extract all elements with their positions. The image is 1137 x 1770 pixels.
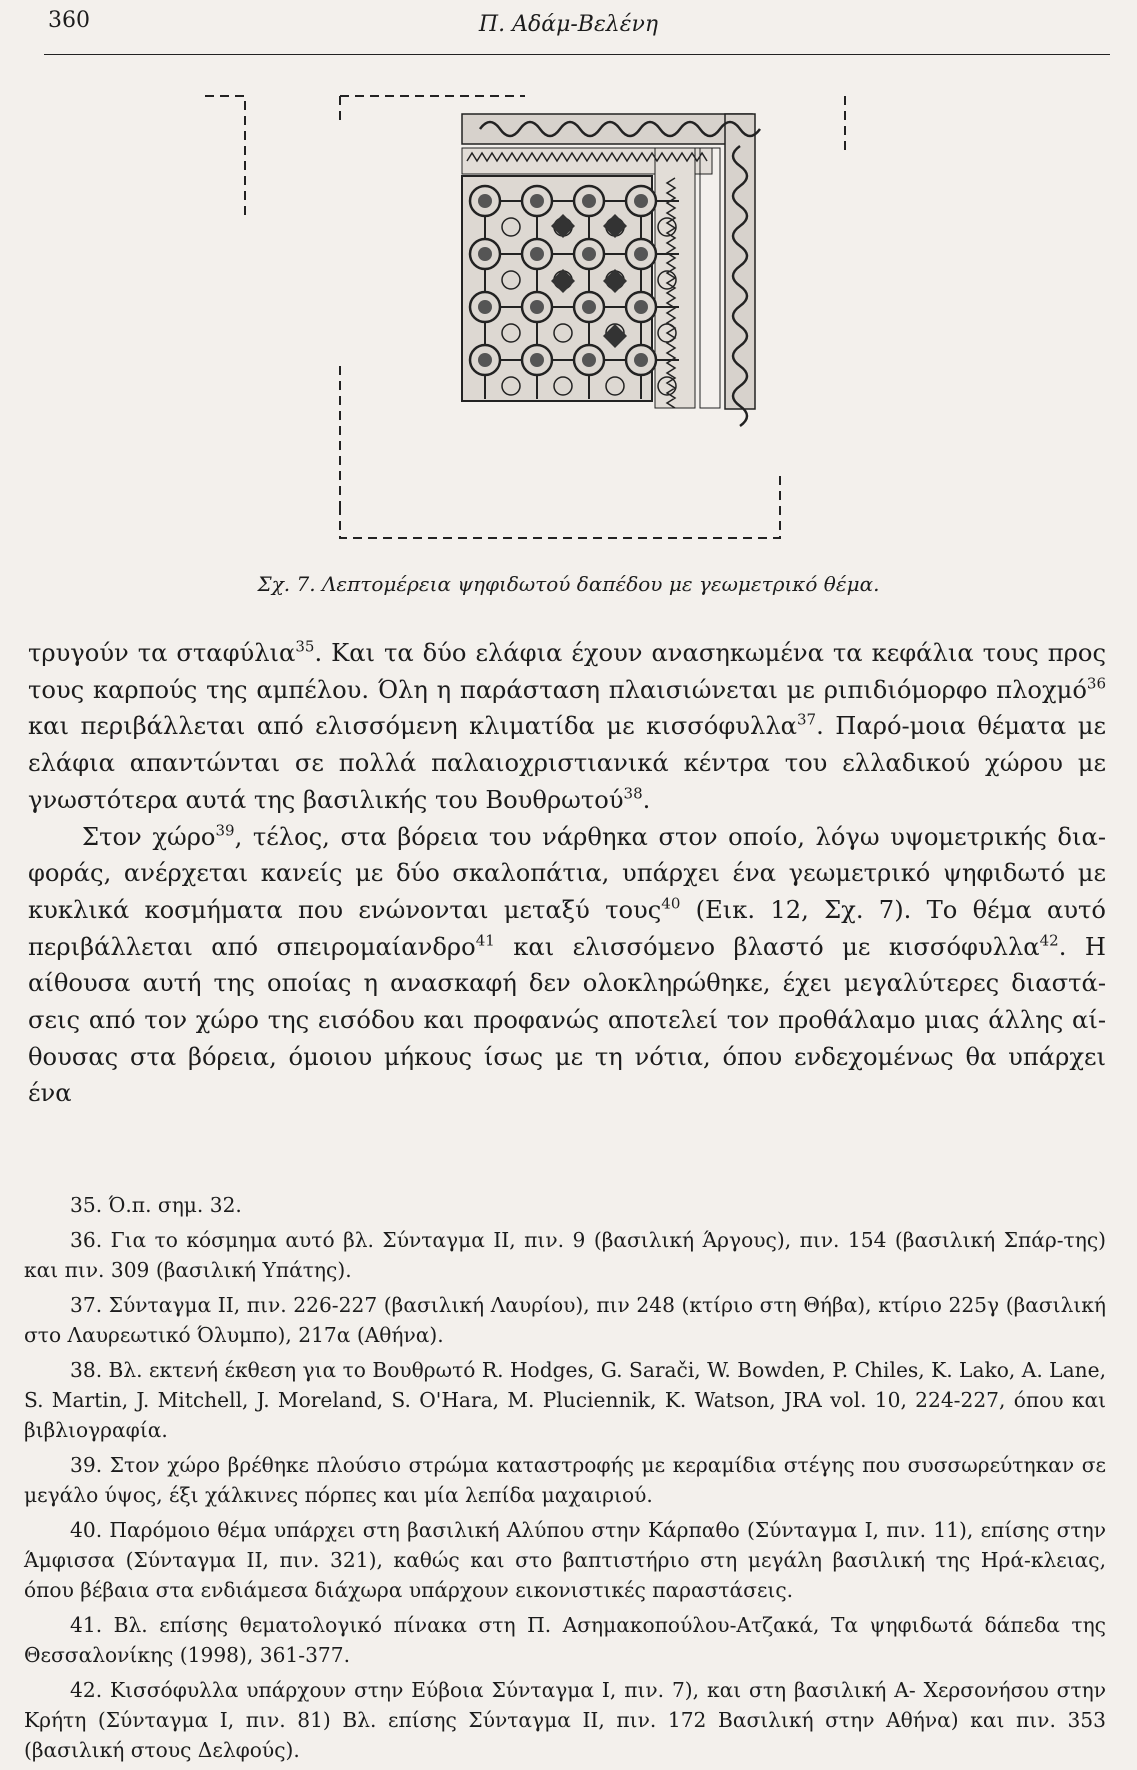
footnote-ref: 36 — [1086, 674, 1106, 693]
footnote-text: Βλ. εκτενή έκθεση για το Βουθρωτό R. Hodges, G. Sarači, W. Bowden, P. Chiles, K. Lako, A. Lane, S. Martin, J. Mitchell, J. Moreland, S. O'Hara, M. Pluciennik, K. Watson, JRA vol. 10, 224-227, όπου και βιβλιογραφία. — [24, 1358, 1106, 1442]
footnotes — [24, 1190, 1106, 1770]
text-run: . — [642, 785, 651, 814]
footnote-ref: 35 — [295, 637, 315, 656]
footnote — [24, 1515, 1106, 1605]
text-run: . Παρό-μοια θέματα με ελάφια απαντώνται σε πολλά παλαιοχριστιανικά κέντρα του ελλαδικού χώρου με γνωστότερα αυτά της βασιλικής του Βουθρωτού — [28, 712, 1106, 814]
footnote-text: Παρόμοιο θέμα υπάρχει στη βασιλική Αλύπου στην Κάρπαθο (Σύνταγμα Ι, πιν. 11), επίσης στην Άμφισσα (Σύνταγμα ΙΙ, πιν. 321), καθώς και στο βαπτιστήριο στη μεγάλη βασιλική της Ηρά-κλειας, όπου βέβαια στα ενδιάμεσα διάχωρα υπάρχουν εικονιστικές παραστάσεις. — [24, 1518, 1106, 1602]
mosaic-figure — [195, 86, 955, 556]
footnote-text: Για το κόσμημα αυτό βλ. Σύνταγμα ΙΙ, πιν. 9 (βασιλική Άργους), πιν. 154 (βασιλική Σπάρ-της) και πιν. 309 (βασιλική Υπάτης). — [24, 1228, 1106, 1282]
header-rule — [44, 54, 1110, 55]
footnote-number: 41. — [70, 1613, 103, 1637]
footnote-number: 35. — [70, 1193, 103, 1217]
text-run: τρυγούν τα σταφύλια — [28, 639, 296, 667]
footnote-number: 37. — [70, 1293, 103, 1317]
text-run: . Η αίθουσα αυτή της οποίας η ανασκαφή δεν ολοκληρώθηκε, έχει μεγαλύτερες διαστά-σεις από τον χώρο της εισόδου και προφανώς αποτελεί τον προθάλαμο μιας άλλης αί-θουσας στα βόρεια, όμοιου μήκους ίσως με τη νότια, όπου ενδεχομένως θα υπάρχει ένα — [28, 932, 1106, 1108]
body-paragraph — [28, 819, 1106, 1113]
footnote-text: Βλ. επίσης θεματολογικό πίνακα στη Π. Ασημακοπούλου-Ατζακά, Τα ψηφιδωτά δάπεδα της Θεσσαλονίκης (1998), 361-377. — [24, 1613, 1106, 1667]
footnote — [24, 1355, 1106, 1445]
footnote-ref: 42 — [1039, 931, 1059, 950]
page-number: 360 — [48, 8, 90, 33]
footnote — [24, 1675, 1106, 1765]
footnote-text: Σύνταγμα ΙΙ, πιν. 226-227 (βασιλική Λαυρίου), πιν 248 (κτίριο στη Θήβα), κτίριο 225γ (βασιλική στο Λαυρεωτικό Όλυμπο), 217α (Αθήνα). — [24, 1293, 1106, 1347]
text-run: , τέλος, στα βόρεια του νάρθηκα στον οποίο, λόγω υψομετρικής δια-φοράς, ανέρχεται κανείς με δύο σκαλοπάτια, υπάρχει ένα γεωμετρικό ψηφιδωτό με κυκλικά κοσμήματα που ενώνονται μεταξύ τους — [28, 822, 1106, 924]
text-run: και περιβάλλεται από ελισσόμενη κλιματίδα με κισσόφυλλα — [28, 712, 797, 741]
text-run: Στον χώρο — [82, 822, 216, 851]
footnote-ref: 40 — [661, 894, 681, 913]
footnote-ref: 38 — [623, 784, 643, 803]
footnote-text: Κισσόφυλλα υπάρχουν στην Εύβοια Σύνταγμα Ι, πιν. 7), και στη βασιλική Α- Χερσονήσου στην Κρήτη (Σύνταγμα Ι, πιν. 81) Βλ. επίσης Σύνταγμα ΙΙ, πιν. 172 Βασιλική στην Αθήνα) και πιν. 353 (βασιλική στους Δελφούς). — [24, 1678, 1106, 1762]
footnote — [24, 1290, 1106, 1350]
footnote — [24, 1225, 1106, 1285]
footnote-number: 38. — [70, 1358, 103, 1382]
text-run: . Και τα δύο ελάφια έχουν ανασηκωμένα τα κεφάλια τους προς τους καρπούς της αμπέλου. Όλη η παράσταση πλαισιώνεται με ριπιδιόμορφο πλοχμό — [28, 639, 1106, 704]
footnote-ref: 39 — [215, 821, 235, 840]
footnote-number: 40. — [70, 1518, 103, 1542]
body-text — [28, 635, 1106, 1112]
footnote-number: 36. — [70, 1228, 103, 1252]
footnote-number: 42. — [70, 1678, 103, 1702]
footnote-ref: 37 — [796, 711, 817, 730]
footnote-ref: 41 — [475, 931, 495, 950]
footnote — [24, 1190, 1106, 1220]
body-paragraph — [28, 635, 1106, 819]
footnote-text: Ό.π. σημ. 32. — [102, 1193, 242, 1217]
figure-caption: Σχ. 7. Λεπτομέρεια ψηφιδωτού δαπέδου με γεωμετρικό θέμα. — [257, 572, 880, 596]
running-title: Π. Αδάμ-Βελένη — [478, 12, 659, 37]
footnote-number: 39. — [70, 1453, 103, 1477]
footnote — [24, 1610, 1106, 1670]
footnote-text: Στον χώρο βρέθηκε πλούσιο στρώμα καταστροφής με κεραμίδια στέγης που συσσωρεύτηκαν σε μεγάλο ύψος, έξι χάλκινες πόρπες και μία λεπίδα μαχαιριού. — [24, 1453, 1106, 1507]
mosaic-drawing — [195, 86, 955, 556]
text-run: (Εικ. 12, Σχ. 7). Το θέμα αυτό περιβάλλεται από σπειρομαίανδρο — [28, 895, 1106, 961]
footnote — [24, 1450, 1106, 1510]
text-run: και ελισσόμενο βλαστό με κισσόφυλλα — [494, 932, 1040, 961]
